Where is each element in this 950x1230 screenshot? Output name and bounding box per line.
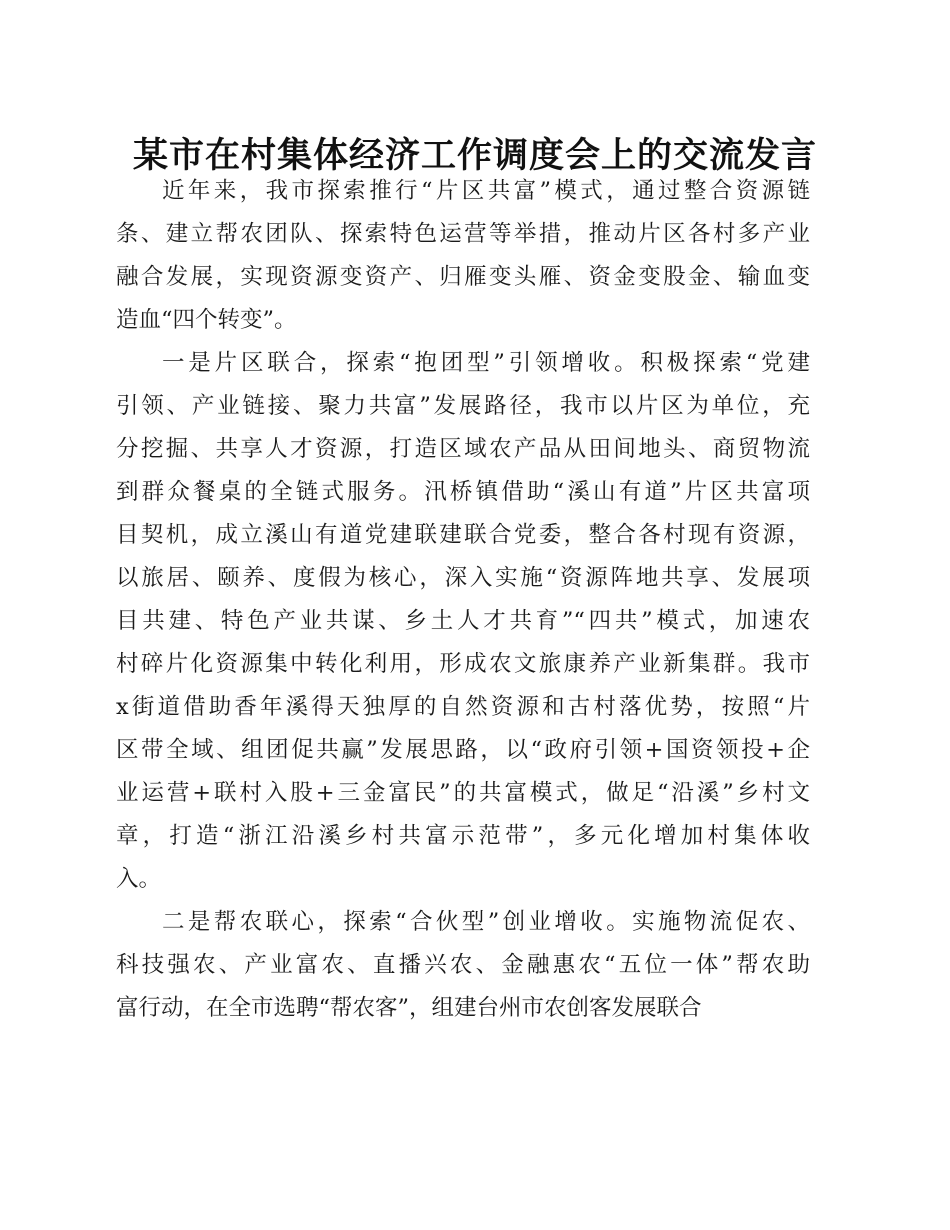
- document-title: 某市在村集体经济工作调度会上的交流发言: [132, 135, 817, 176]
- paragraph-line: 村碎片化资源集中转化利用，形成农文旅康养产业新集群。我市: [116, 651, 810, 677]
- paragraph-line: 业运营+联村入股+三金富民”的共富模式，做足“沿溪”乡村文: [116, 780, 810, 806]
- paragraph-point-one: [116, 342, 810, 901]
- paragraph-point-two: [116, 901, 810, 1030]
- paragraph-line: 条、建立帮农团队、探索特色运营等举措，推动片区各村多产业: [116, 221, 810, 247]
- paragraph-line: 以旅居、颐养、度假为核心，深入实施“资源阵地共享、发展项: [116, 565, 810, 591]
- paragraph-line: 造血“四个转变”。: [116, 307, 297, 333]
- paragraph-line: 区带全域、组团促共赢”发展思路，以“政府引领+国资领投+企: [116, 737, 810, 763]
- paragraph-line: 目契机，成立溪山有道党建联建联合党委，整合各村现有资源，: [116, 522, 810, 548]
- document-body: [116, 170, 810, 1030]
- paragraph-line: 一是片区联合，探索“抱团型”引领增收。积极探索“党建: [162, 350, 810, 376]
- paragraph-line: 入。: [116, 866, 162, 892]
- paragraph-line: 目共建、特色产业共谋、乡土人才共育”“四共”模式，加速农: [116, 608, 810, 634]
- paragraph-line: 富行动，在全市选聘“帮农客”，组建台州市农创客发展联合: [116, 995, 702, 1021]
- paragraph-line: 分挖掘、共享人才资源，打造区域农产品从田间地头、商贸物流: [116, 436, 810, 462]
- paragraph-line: 到群众餐桌的全链式服务。汛桥镇借助“溪山有道”片区共富项: [116, 479, 810, 505]
- paragraph-line: 科技强农、产业富农、直播兴农、金融惠农“五位一体”帮农助: [116, 952, 810, 978]
- paragraph-line: 近年来，我市探索推行“片区共富”模式，通过整合资源链: [162, 178, 810, 204]
- paragraph-line: 二是帮农联心，探索“合伙型”创业增收。实施物流促农、: [162, 909, 810, 935]
- paragraph-line: x街道借助香年溪得天独厚的自然资源和古村落优势，按照“片: [116, 694, 810, 720]
- paragraph-line: 章，打造“浙江沿溪乡村共富示范带”，多元化增加村集体收: [116, 823, 810, 849]
- paragraph-intro: [116, 170, 810, 342]
- paragraph-line: 融合发展，实现资源变资产、归雁变头雁、资金变股金、输血变: [116, 264, 810, 290]
- paragraph-line: 引领、产业链接、聚力共富”发展路径，我市以片区为单位，充: [116, 393, 810, 419]
